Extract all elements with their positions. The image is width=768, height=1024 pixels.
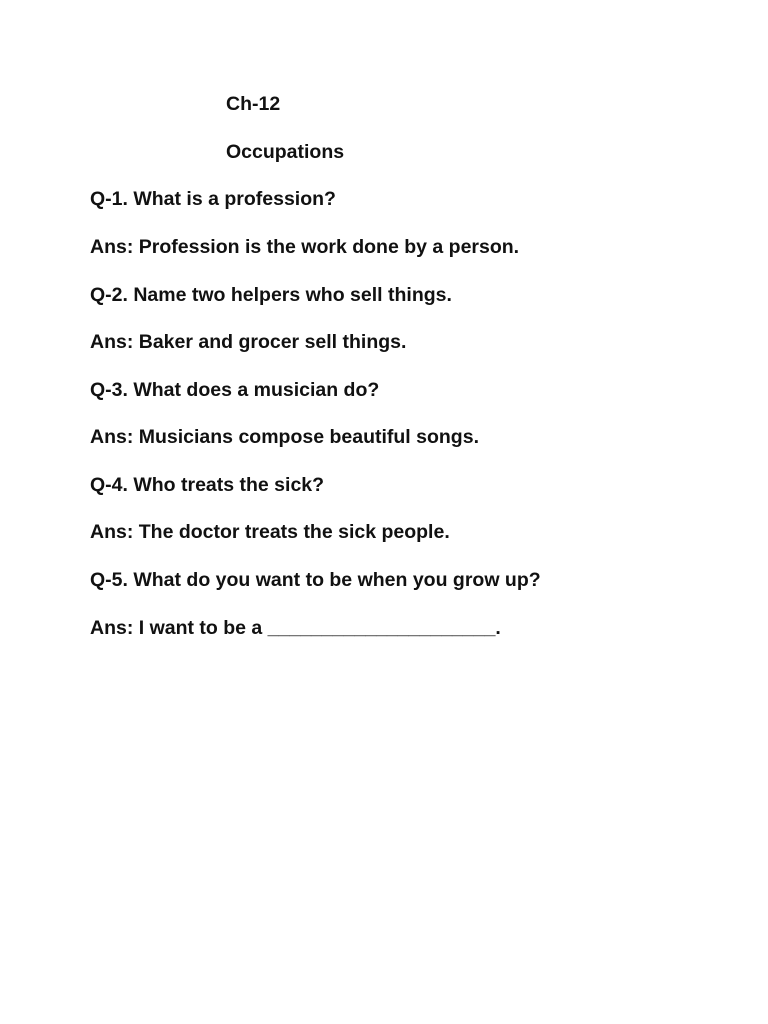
answer-1: Ans: Profession is the work done by a person.: [90, 236, 520, 258]
question-5: Q-5. What do you want to be when you grow up?: [90, 569, 541, 591]
question-3: Q-3. What does a musician do?: [90, 379, 380, 401]
question-1: Q-1. What is a profession?: [90, 188, 336, 210]
chapter-label: Ch-12: [226, 93, 281, 115]
page-title: Occupations: [226, 141, 345, 163]
question-2: Q-2. Name two helpers who sell things.: [90, 284, 452, 306]
answer-5: Ans: I want to be a _____________________.: [90, 617, 501, 639]
question-4: Q-4. Who treats the sick?: [90, 474, 325, 496]
answer-2: Ans: Baker and grocer sell things.: [90, 331, 407, 353]
answer-4: Ans: The doctor treats the sick people.: [90, 521, 450, 543]
answer-3: Ans: Musicians compose beautiful songs.: [90, 426, 479, 448]
